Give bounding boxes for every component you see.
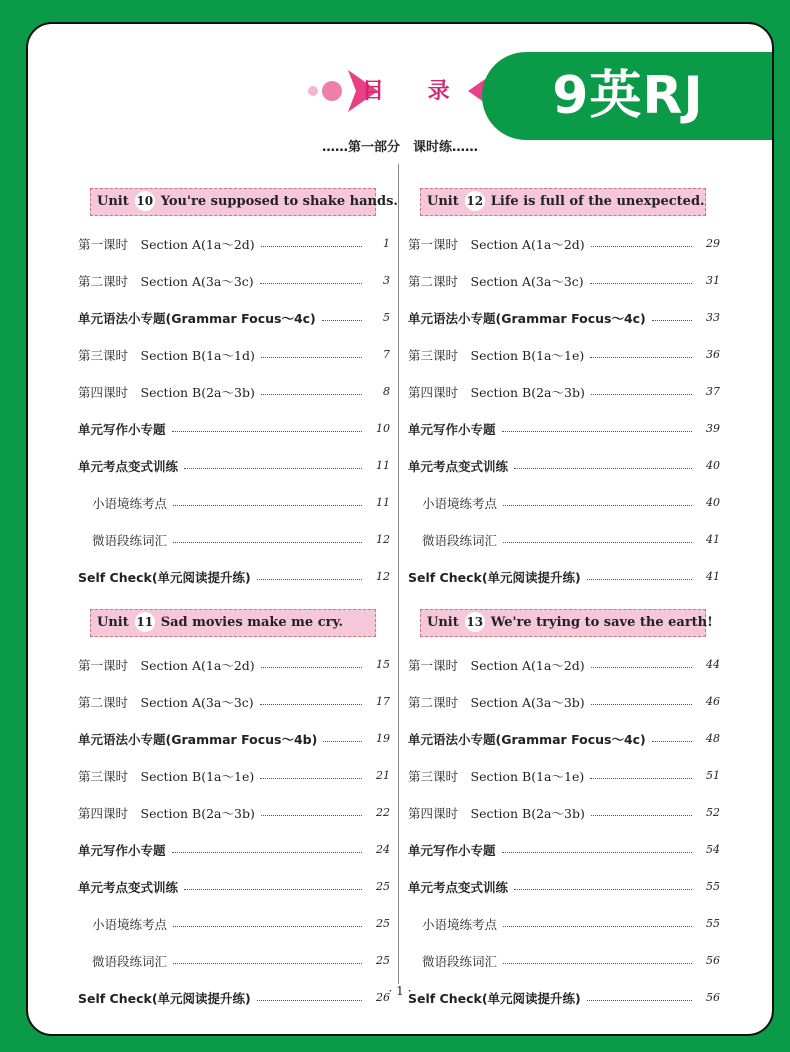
dot-leader xyxy=(261,357,362,358)
toc-entry-page: 36 xyxy=(706,348,720,361)
toc-entry-label: 第二课时 Section A(3a～3b) xyxy=(408,694,585,710)
toc-entry-label: 单元语法小专题(Grammar Focus～4c) xyxy=(408,731,646,747)
toc-entry-page: 5 xyxy=(383,311,390,324)
toc-entry[interactable] xyxy=(408,868,720,905)
dot-small xyxy=(308,86,318,96)
toc-entry-label: 第三课时 Section B(1a～1e) xyxy=(408,347,585,363)
toc-entry-page: 19 xyxy=(376,732,390,745)
toc-entry[interactable] xyxy=(408,262,720,299)
toc-entry-label: 单元语法小专题(Grammar Focus～4c) xyxy=(78,310,316,326)
toc-entry[interactable] xyxy=(78,336,390,373)
toc-entry-label: 小语境练考点 xyxy=(422,916,498,932)
dot-leader xyxy=(590,357,692,358)
toc-column-right xyxy=(408,164,720,1016)
toc-entry-label: 单元考点变式训练 xyxy=(408,879,509,895)
toc-entry-page: 12 xyxy=(376,533,390,546)
dot-leader xyxy=(323,741,362,742)
unit-banner xyxy=(90,188,398,216)
toc-entry-page: 46 xyxy=(706,695,720,708)
toc-entry-label: 第三课时 Section B(1a～1e) xyxy=(408,768,585,784)
toc-entry-page: 37 xyxy=(706,385,720,398)
document-page xyxy=(26,22,774,1036)
toc-entry-label: 单元考点变式训练 xyxy=(408,458,509,474)
unit-word: Unit xyxy=(97,615,129,630)
dot-leader xyxy=(652,741,692,742)
toc-entry-page: 17 xyxy=(376,695,390,708)
dot-leader xyxy=(503,926,692,927)
toc-entry[interactable] xyxy=(78,831,390,868)
toc-entry-label: 第一课时 Section A(1a～2d) xyxy=(408,657,585,673)
toc-entry-page: 48 xyxy=(706,732,720,745)
toc-entry-label: 第四课时 Section B(2a～3b) xyxy=(408,384,585,400)
toc-entry[interactable] xyxy=(408,683,720,720)
toc-entry[interactable] xyxy=(408,757,720,794)
dot-leader xyxy=(173,963,362,964)
toc-entry-page: 24 xyxy=(376,843,390,856)
toc-entry-label: 第二课时 Section A(3a～3c) xyxy=(78,273,254,289)
toc-entry[interactable] xyxy=(408,410,720,447)
toc-entry[interactable] xyxy=(78,794,390,831)
toc-entry-label: 小语境练考点 xyxy=(92,495,168,511)
toc-entry[interactable] xyxy=(408,521,720,558)
toc-entry-label: 微语段练词汇 xyxy=(422,953,498,969)
toc-entry-page: 51 xyxy=(706,769,720,782)
dot-leader xyxy=(652,320,692,321)
toc-entry-label: 单元写作小专题 xyxy=(78,842,166,858)
dot-leader xyxy=(590,283,692,284)
toc-entry[interactable] xyxy=(408,373,720,410)
toc-entry-label: 第四课时 Section B(2a～3b) xyxy=(78,805,255,821)
toc-entry-page: 41 xyxy=(706,533,720,546)
toc-entry-page: 31 xyxy=(706,274,720,287)
toc-entry[interactable] xyxy=(78,942,390,979)
toc-entry-label: 单元语法小专题(Grammar Focus～4b) xyxy=(78,731,318,747)
page-title: 目 录 xyxy=(362,79,468,104)
dot-leader xyxy=(591,246,692,247)
toc-entry-page: 1 xyxy=(383,237,390,250)
toc-entry-page: 52 xyxy=(706,806,720,819)
toc-entry-page: 12 xyxy=(376,570,390,583)
toc-entry-label: 小语境练考点 xyxy=(92,916,168,932)
toc-entry-label: 单元写作小专题 xyxy=(408,842,496,858)
toc-entry-page: 25 xyxy=(376,954,390,967)
dot-leader xyxy=(260,778,362,779)
unit-title: Sad movies make me cry. xyxy=(160,615,344,630)
toc-entry-label: Self Check(单元阅读提升练) xyxy=(78,569,251,585)
dot-leader xyxy=(260,704,362,705)
dot-leader xyxy=(257,579,362,580)
toc-entry-page: 40 xyxy=(706,496,720,509)
toc-entry-page: 55 xyxy=(706,917,720,930)
dot-leader xyxy=(261,246,362,247)
toc-entry-label: 单元写作小专题 xyxy=(408,421,496,437)
unit-number: 12 xyxy=(465,191,485,211)
toc-entry-label: 第二课时 Section A(3a～3c) xyxy=(408,273,584,289)
toc-entry[interactable] xyxy=(78,262,390,299)
toc-entry-label: 单元考点变式训练 xyxy=(78,458,179,474)
dot-leader xyxy=(503,963,692,964)
toc-entry-label: 单元写作小专题 xyxy=(78,421,166,437)
toc-entry[interactable] xyxy=(78,868,390,905)
dot-leader xyxy=(514,889,692,890)
toc-entry-label: 第二课时 Section A(3a～3c) xyxy=(78,694,254,710)
toc-entry[interactable] xyxy=(78,225,390,262)
toc-entry-page: 11 xyxy=(376,459,390,472)
dot-leader xyxy=(587,579,692,580)
toc-entry-label: 第一课时 Section A(1a～2d) xyxy=(408,236,585,252)
toc-entry-page: 41 xyxy=(706,570,720,583)
dot-leader xyxy=(261,394,362,395)
toc-entry[interactable] xyxy=(78,683,390,720)
toc-entry-page: 7 xyxy=(383,348,390,361)
toc-entry-label: 单元考点变式训练 xyxy=(78,879,179,895)
toc-entry-page: 3 xyxy=(383,274,390,287)
toc-entry[interactable] xyxy=(78,373,390,410)
toc-entry-label: 第四课时 Section B(2a～3b) xyxy=(78,384,255,400)
toc-entry-page: 11 xyxy=(376,496,390,509)
toc-entry[interactable] xyxy=(408,905,720,942)
unit-word: Unit xyxy=(427,194,459,209)
unit-number: 11 xyxy=(135,612,155,632)
dot-leader xyxy=(322,320,362,321)
toc-entry[interactable] xyxy=(78,484,390,521)
unit-banner xyxy=(420,188,706,216)
toc-entry[interactable] xyxy=(78,905,390,942)
toc-entry[interactable] xyxy=(408,336,720,373)
unit-word: Unit xyxy=(427,615,459,630)
toc-entry[interactable] xyxy=(408,447,720,484)
toc-entry[interactable] xyxy=(408,299,720,336)
toc-entry-label: 第一课时 Section A(1a～2d) xyxy=(78,657,255,673)
unit-word: Unit xyxy=(97,194,129,209)
toc-entry[interactable] xyxy=(408,646,720,683)
toc-entry[interactable] xyxy=(78,521,390,558)
toc-entry[interactable] xyxy=(78,558,390,595)
dot-leader xyxy=(503,505,692,506)
toc-entry-page: 26 xyxy=(376,991,390,1004)
dot-leader xyxy=(257,1000,362,1001)
dot-leader xyxy=(261,815,362,816)
toc-entry-label: 第三课时 Section B(1a～1d) xyxy=(78,347,255,363)
dot-leader xyxy=(173,505,362,506)
dot-leader xyxy=(591,704,692,705)
toc-entry-label: 第四课时 Section B(2a～3b) xyxy=(408,805,585,821)
toc-entry[interactable] xyxy=(408,794,720,831)
toc-entry-page: 21 xyxy=(376,769,390,782)
unit-title: Life is full of the unexpected. xyxy=(490,194,705,209)
toc-entry-label: 微语段练词汇 xyxy=(92,953,168,969)
dot-leader xyxy=(172,431,362,432)
toc-entry[interactable] xyxy=(78,410,390,447)
page-number: · 1 · xyxy=(388,984,412,998)
dot-leader xyxy=(173,926,362,927)
toc-entry-label: 单元语法小专题(Grammar Focus～4c) xyxy=(408,310,646,326)
toc-entry[interactable] xyxy=(408,942,720,979)
toc-entry-page: 8 xyxy=(383,385,390,398)
toc-entry-page: 25 xyxy=(376,917,390,930)
unit-number: 13 xyxy=(465,612,485,632)
toc-entry[interactable] xyxy=(408,484,720,521)
section-heading: ……第一部分 课时练…… xyxy=(321,140,478,155)
toc-entry[interactable] xyxy=(78,447,390,484)
toc-entry-label: 小语境练考点 xyxy=(422,495,498,511)
toc-entry[interactable] xyxy=(78,646,390,683)
dot-leader xyxy=(591,815,692,816)
dot-leader xyxy=(514,468,692,469)
unit-number: 10 xyxy=(135,191,155,211)
dot-leader xyxy=(173,542,362,543)
toc-entry[interactable] xyxy=(408,225,720,262)
unit-title: You're supposed to shake hands. xyxy=(160,194,398,209)
column-divider xyxy=(398,164,399,984)
unit-title: We're trying to save the earth! xyxy=(490,615,713,630)
toc-entry-label: 微语段练词汇 xyxy=(422,532,498,548)
dot-leader xyxy=(172,852,362,853)
toc-entry-label: Self Check(单元阅读提升练) xyxy=(408,569,581,585)
toc-entry-page: 40 xyxy=(706,459,720,472)
toc-entry-page: 33 xyxy=(706,311,720,324)
toc-entry[interactable] xyxy=(78,757,390,794)
dot-leader xyxy=(261,667,362,668)
unit-banner xyxy=(420,609,713,637)
toc-entry-label: Self Check(单元阅读提升练) xyxy=(408,990,581,1006)
toc-entry-page: 56 xyxy=(706,954,720,967)
dot-leader xyxy=(260,283,362,284)
toc-entry-label: Self Check(单元阅读提升练) xyxy=(78,990,251,1006)
dot-large xyxy=(322,81,342,101)
toc-entry-page: 25 xyxy=(376,880,390,893)
toc-entry-page: 55 xyxy=(706,880,720,893)
dot-leader xyxy=(184,889,362,890)
dot-leader xyxy=(587,1000,692,1001)
toc-entry[interactable] xyxy=(408,558,720,595)
dot-leader xyxy=(502,852,692,853)
toc-entry-page: 39 xyxy=(706,422,720,435)
toc-entry-page: 44 xyxy=(706,658,720,671)
toc-entry[interactable] xyxy=(408,720,720,757)
dot-leader xyxy=(184,468,362,469)
dot-leader xyxy=(503,542,692,543)
toc-entry-page: 56 xyxy=(706,991,720,1004)
toc-entry[interactable] xyxy=(78,720,390,757)
toc-column-left xyxy=(78,164,398,1016)
toc-entry[interactable] xyxy=(78,299,390,336)
toc-entry-page: 10 xyxy=(376,422,390,435)
grade-badge: 9英RJ xyxy=(482,52,774,140)
unit-banner xyxy=(90,609,376,637)
dot-leader xyxy=(591,394,692,395)
toc-entry-page: 29 xyxy=(706,237,720,250)
toc-entry-label: 第三课时 Section B(1a～1e) xyxy=(78,768,255,784)
toc-entry-page: 22 xyxy=(376,806,390,819)
toc-entry-label: 第一课时 Section A(1a～2d) xyxy=(78,236,255,252)
toc-entry[interactable] xyxy=(408,831,720,868)
dot-leader xyxy=(591,667,692,668)
toc-entry-page: 54 xyxy=(706,843,720,856)
dot-leader xyxy=(590,778,692,779)
toc-entry-label: 微语段练词汇 xyxy=(92,532,168,548)
toc-entry-page: 15 xyxy=(376,658,390,671)
dot-leader xyxy=(502,431,692,432)
